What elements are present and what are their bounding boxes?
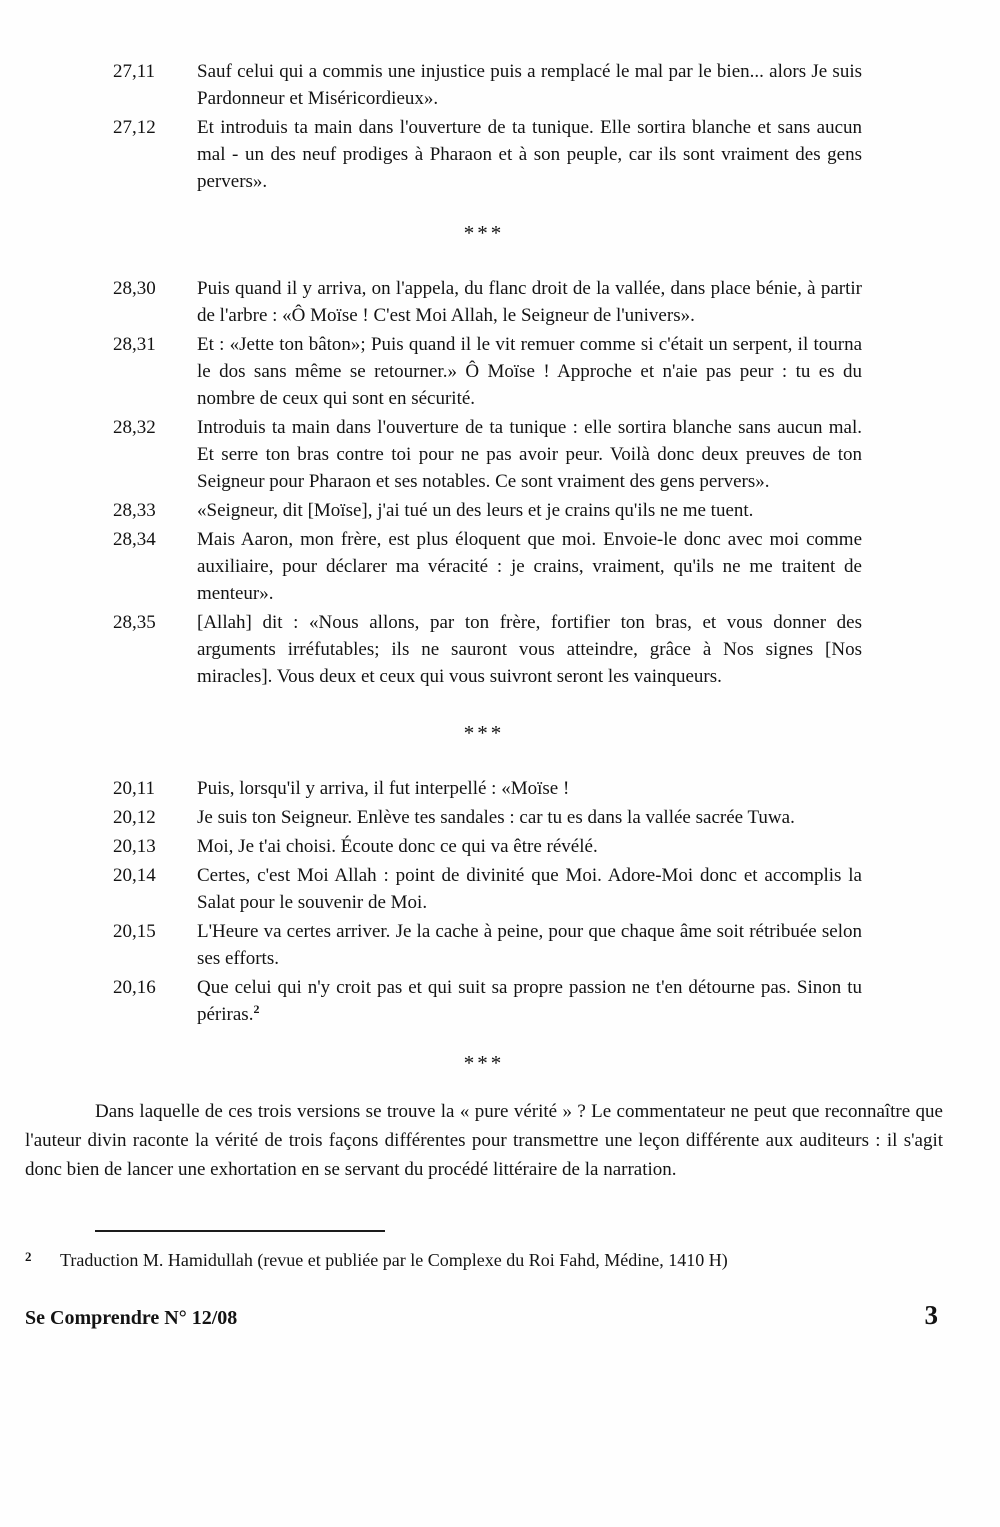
verse-row (113, 862, 862, 916)
verse-row (113, 275, 862, 329)
verse-text: Puis quand il y arriva, on l'appela, du flanc droit de la vallée, dans place bénie, à partir de l'arbre : «Ô Moïse ! C'est Moi Allah, le Seigneur de l'univers». (197, 278, 862, 326)
verse-row (113, 414, 862, 495)
verse-text: Introduis ta main dans l'ouverture de ta tunique : elle sortira blanche sans aucun mal. Et serre ton bras contre toi pour ne pas avoir peur. Voilà donc deux preuves de ton Seigneur pour Pharaon et ses notables. Ce sont vraiment des gens pervers». (197, 417, 862, 492)
verse-ref: 20,14 (113, 865, 156, 886)
verse-text (197, 974, 862, 1028)
verse-ref: 28,30 (113, 278, 156, 299)
verse-ref: 28,32 (113, 417, 156, 438)
verse-text-inline: Que celui qui n'y croit pas et qui suit sa propre passion ne t'en détourne pas. Sinon tu périras. (197, 977, 862, 1025)
closing-paragraph: Dans laquelle de ces trois versions se trouve la « pure vérité » ? Le commentateur ne peut que reconnaître que l'auteur divin raconte la vérité de trois façons différentes pour transmettre une leçon différente aux auditeurs : il s'agit donc bien de lancer une exhortation en se servant du procédé littéraire de la narration. (25, 1101, 943, 1180)
verse-row (113, 497, 862, 524)
footnote-reference: 2 (253, 1002, 260, 1016)
verse-ref: 27,12 (113, 117, 156, 138)
section-separator: *** (463, 221, 505, 245)
section-sourate-28 (113, 275, 862, 690)
verse-text: Et introduis ta main dans l'ouverture de ta tunique. Elle sortira blanche et sans aucun mal - un des neuf prodiges à Pharaon et à son peuple, car ils sont vraiment des gens pervers». (197, 117, 862, 192)
verse-ref: 27,11 (113, 61, 156, 82)
verse-text: Mais Aaron, mon frère, est plus éloquent que moi. Envoie-le donc avec moi comme auxiliaire, pour déclarer ma véracité : je crains, vraiment, qu'ils ne me traitent de menteur». (197, 529, 862, 604)
page-number: 3 (924, 1300, 938, 1330)
footnote-separator-line (95, 1230, 385, 1232)
verse-ref: 28,31 (113, 334, 156, 355)
verse-text: Sauf celui qui a commis une injustice puis a remplacé le mal par le bien... alors Je suis Pardonneur et Miséricordieux». (197, 61, 862, 109)
section-separator: *** (463, 721, 505, 745)
verse-row (113, 114, 862, 195)
verse-text: «Seigneur, dit [Moïse], j'ai tué un des leurs et je crains qu'ils ne me tuent. (197, 500, 754, 521)
footnote-text: Traduction M. Hamidullah (revue et publiée par le Complexe du Roi Fahd, Médine, 1410 H) (60, 1250, 728, 1270)
verse-row (113, 526, 862, 607)
verse-row (113, 58, 862, 112)
verse-row (113, 974, 862, 1028)
verse-row (113, 609, 862, 690)
verse-text: Moi, Je t'ai choisi. Écoute donc ce qui va être révélé. (197, 836, 598, 857)
verse-text: Certes, c'est Moi Allah : point de divinité que Moi. Adore-Moi donc et accomplis la Salat pour le souvenir de Moi. (197, 865, 862, 913)
verse-ref: 28,34 (113, 529, 156, 550)
verse-ref: 20,11 (113, 778, 156, 799)
verse-text: L'Heure va certes arriver. Je la cache à peine, pour que chaque âme soit rétribuée selon ses efforts. (197, 921, 862, 969)
verse-row (113, 918, 862, 972)
verse-text: Puis, lorsqu'il y arriva, il fut interpellé : «Moïse ! (197, 778, 570, 799)
verse-ref: 20,13 (113, 836, 156, 857)
verse-row (113, 833, 862, 860)
verse-ref: 20,15 (113, 921, 156, 942)
footer-issue-title: Se Comprendre N° 12/08 (25, 1307, 238, 1329)
verse-row (113, 331, 862, 412)
section-separator: *** (463, 1051, 505, 1075)
verse-text: Et : «Jette ton bâton»; Puis quand il le vit remuer comme si c'était un serpent, il tourna le dos sans même se retourner.» Ô Moïse ! Approche et n'aie pas peur : tu es du nombre de ceux qui sont en sécurité. (197, 334, 862, 409)
verse-ref: 20,12 (113, 807, 156, 828)
page-footer (25, 1302, 943, 1331)
verse-text: Je suis ton Seigneur. Enlève tes sandales : car tu es dans la vallée sacrée Tuwa. (197, 807, 795, 828)
section-sourate-20 (113, 775, 862, 1028)
verse-row (113, 804, 862, 831)
footnote-marker: 2 (25, 1249, 32, 1264)
section-sourate-27 (113, 0, 862, 195)
verse-ref: 28,33 (113, 500, 156, 521)
verse-row (113, 775, 862, 802)
verse-ref: 28,35 (113, 612, 156, 633)
verse-ref: 20,16 (113, 977, 156, 998)
verse-text: [Allah] dit : «Nous allons, par ton frère, fortifier ton bras, et vous donner des arguments irréfutables; ils ne sauront vous atteindre, grâce à Nos signes [Nos miracles]. Vous deux et ceux qui vous suivront seront les vainqueurs. (197, 612, 862, 687)
footnote (25, 1248, 943, 1272)
